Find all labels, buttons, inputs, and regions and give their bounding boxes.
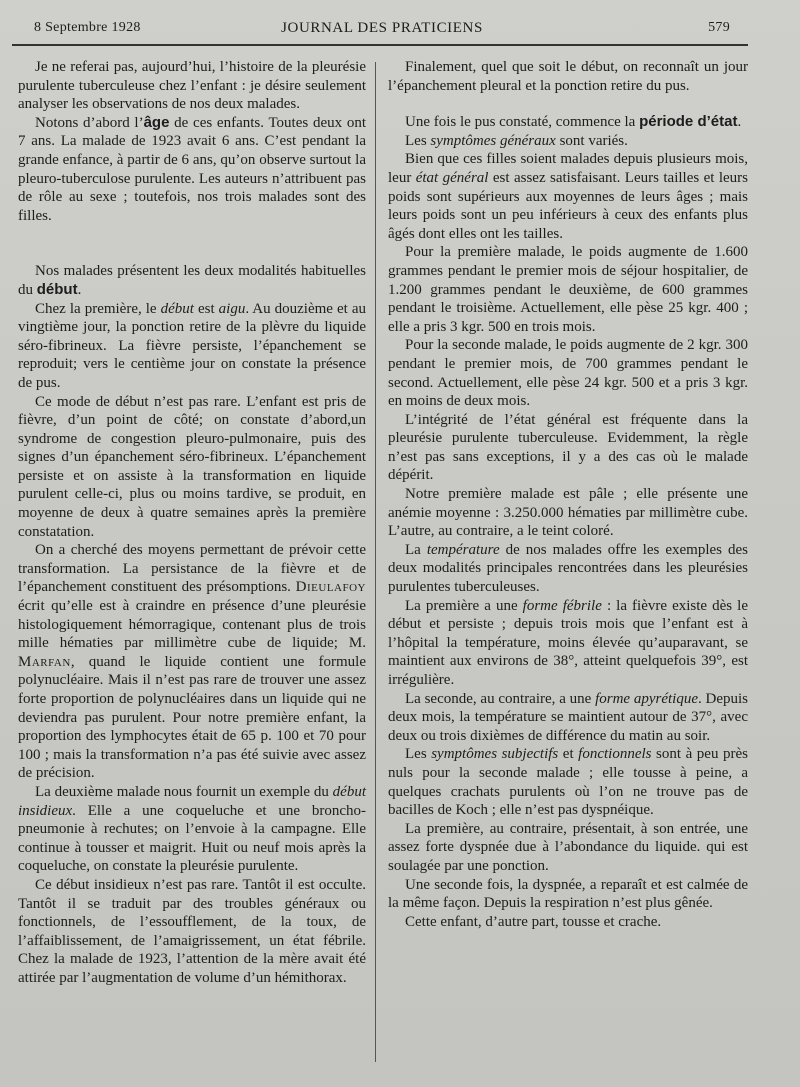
- right-column: [388, 58, 748, 931]
- paragraph: Les symptômes généraux sont variés.: [405, 132, 628, 149]
- paragraph: L’intégrité de l’état général est fréquente dans la pleurésie purulente tuberculeuse. Evidemment, la règle n’est pas sans exceptions, il y a des cas où le malade dépérit.: [388, 411, 748, 484]
- paragraph: Notons d’abord l’âge de ces enfants. Toutes deux ont 7 ans. La malade de 1923 avait 6 ans. C’est pendant la grande enfance, à partir de 6 ans, qu’on observe surtout la pleuro-tuberculose purulente. Les auteurs n’attribuent pas de rôle au sexe ; toutefois, nos trois malades sont des filles.: [18, 113, 366, 224]
- paragraph: Finalement, quel que soit le début, on reconnaît un jour l’épanchement pleural et la ponction retire du pus.: [388, 59, 748, 94]
- column-divider: [375, 62, 376, 1062]
- paragraph: Pour la seconde malade, le poids augmente de 2 kgr. 300 pendant le premier mois, de 700 grammes pendant le second. Actuellement, elle pèse 24 kgr. 500 et a pris 3 kgr. en moins de deux mois.: [388, 337, 748, 410]
- journal-title: JOURNAL DES PRATICIENS: [281, 20, 483, 36]
- paragraph: Notre première malade est pâle ; elle présente une anémie moyenne : 3.250.000 hématies par millimètre cube. L’autre, au contraire, a le teint coloré.: [388, 486, 748, 540]
- paragraph: La seconde, au contraire, a une forme apyrétique. Depuis deux mois, la température se maintient autour de 37°, avec deux ou trois dixièmes de différence du matin au soir.: [388, 690, 749, 744]
- paragraph: Bien que ces filles soient malades depuis plusieurs mois, leur état général est assez satisfaisant. Leurs tailles et leurs poids sont supérieurs aux moyennes de leurs âges ; mais leurs poids sont un peu inférieurs à ceux des enfants plus âgés dont elles ont les tailles.: [388, 151, 748, 242]
- paragraph: Je ne referai pas, aujourd’hui, l’histoire de la pleurésie purulente tuberculeuse chez l’enfant : je désire seulement analyser les observations de nos deux malades.: [18, 59, 366, 113]
- paragraph: Ce début insidieux n’est pas rare. Tantôt il est occulte. Tantôt il se traduit par des troubles généraux ou fonctionnels, de l’essoufflement, de la toux, de l’affaiblissement, de l’amaigrissement, un état fébrile. Chez la malade de 1923, l’attention de la mère avait été attirée par l’augmentation de volume d’un hémithorax.: [18, 876, 366, 986]
- paragraph: Les symptômes subjectifs et fonctionnels sont à peu près nuls pour la seconde malade ; elle tousse à peine, a quelques crachats purulents où l’on ne trouve pas de bacilles de Koch ; elle n’est pas dyspnéique.: [388, 746, 748, 819]
- paragraph: Nos malades présentent les deux modalités habituelles du début.: [18, 263, 366, 298]
- paragraph: Chez la première, le début est aigu. Au douzième et au vingtième jour, la ponction retire de la plèvre du liquide séro-fibrineux. La fièvre persiste, l’épanchement se reproduit; vers le centième jour on constate la présence de pus.: [18, 300, 366, 391]
- paragraph: La première a une forme fébrile : la fièvre existe dès le début et persiste ; depuis trois mois que l’enfant est à l’hôpital la température, moins élevée qu’auparavant, se maintient aux environs de 38°, atteint quelquefois 39°, est irrégulière.: [388, 597, 749, 688]
- paragraph: Une seconde fois, la dyspnée, a reparaît et est calmée de la même façon. Depuis la respiration n’est plus gênée.: [388, 876, 748, 912]
- page-number: 579: [708, 20, 730, 35]
- paragraph: La deuxième malade nous fournit un exemple du début insidieux. Elle a une coqueluche et une broncho-pneumonie à rechutes; on l’envoie à la campagne. Elle continue à tousser et maigrit. Huit ou neuf mois après la coqueluche, on constate la pleurésie purulente.: [18, 783, 366, 875]
- paragraph: On a cherché des moyens permettant de prévoir cette transformation. La persistance de la fièvre et de l’épanchement constituent des présomptions. Dieulafoy écrit qu’elle est à craindre en présence d’une pleurésie histologiquement hémorragique, contenant plus de trois mille hématies par millimètre cube de liquide; M. Marfan, quand le liquide contient une formule polynucléaire. Mais il n’est pas rare de trouver une assez forte proportion de polynucléaires dans un liquide qui ne deviendra pas purulent. Pour notre première enfant, la proportion des lymphocytes était de 65 p. 100 et 70 pour 100 ; mais la transformation n’a pas été suivie avec assez de précision.: [18, 542, 366, 782]
- paragraph: Cette enfant, d’autre part, tousse et crache.: [405, 913, 662, 930]
- paragraph: La température de nos malades offre les exemples des deux modalités principales rencontrées dans les pleurésies purulentes tuberculeuses.: [388, 541, 748, 596]
- left-column: [18, 58, 366, 988]
- header-rule: [12, 44, 748, 46]
- header-date: 8 Septembre 1928: [34, 20, 141, 35]
- paragraph: La première, au contraire, présentait, à son entrée, une assez forte dyspnée due à l’abondance du liquide. qui est soulagée par une ponction.: [388, 820, 748, 874]
- page-header: [34, 20, 730, 44]
- paragraph: Ce mode de début n’est pas rare. L’enfant est pris de fièvre, d’un point de côté; on constate d’abord,un syndrome de congestion pleuro-pulmonaire, puis des signes d’un épanchement séro-fibrineux. L’épanchement persiste et on assiste à la transformation en liquide purulent celle-ci, plus ou moins tardive, se produit, en moyenne de deux à quatre semaines après la première constatation.: [18, 393, 366, 540]
- paragraph: Une fois le pus constaté, commence la période d’état.: [405, 113, 742, 131]
- paragraph: Pour la première malade, le poids augmente de 1.600 grammes pendant le premier mois de séjour hospitalier, de 1.200 grammes pendant le deuxième, de 600 grammes pendant le troisième. Actuellement, elle pèse 25 kgr. 400 ; elle a pris 3 kgr. 500 en trois mois.: [388, 244, 748, 335]
